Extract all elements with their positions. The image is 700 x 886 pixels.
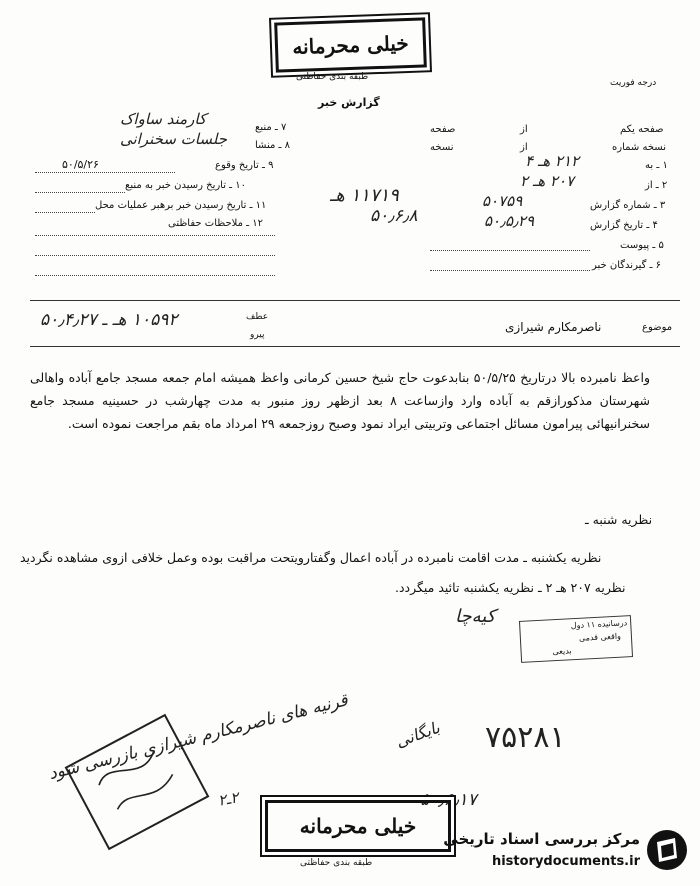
atf-label: عطف (246, 312, 269, 322)
field-recipients-label: ۶ ـ گیرندگان خبر (592, 260, 662, 271)
dotted-line (430, 270, 590, 271)
field-occurrence-date-value: ۵۰/۵/۲۶ (62, 158, 99, 171)
field-copy-label: نسخه شماره (612, 142, 666, 153)
archive-logo-icon (645, 828, 689, 872)
field-report-number-label: ۳ ـ شماره گزارش (590, 200, 666, 211)
divider (30, 300, 680, 301)
watermark-title: مرکز بررسی اسناد تاریخی (443, 830, 640, 848)
field-attachment-label: ۵ ـ پیوست (620, 240, 664, 251)
field-security-notes-label: ۱۲ ـ ملاحظات حفاظتی (168, 218, 263, 229)
nazar-sunday: نظریه یکشنبه ـ مدت اقامت نامبرده در آباده اعمال وگفتارویتحت مراقبت بوده وعمل خلافی ازوی مشاهده نگردید (20, 550, 602, 565)
margin-note: قرنیه های ناصرمکارم شیرازی بازرسی شود (46, 690, 350, 785)
nazar-saturday: نظریه شنبه ـ (585, 512, 653, 527)
bottom-date: ۵۰٫۶٫۱۷ (420, 790, 477, 810)
watermark (443, 818, 695, 880)
field-copy-mid: از (520, 142, 528, 153)
field-report-date-value: ۵۰٫۵٫۲۹ (484, 212, 535, 230)
field-from-value: ۲۰۷ هـ ۲ (520, 172, 575, 190)
field-to-label: ۱ ـ به (645, 160, 668, 171)
handwritten-date: ۵۰٫۶٫۸ (370, 206, 418, 226)
classification-stamp-bottom: خیلی محرمانه (265, 800, 451, 852)
field-from-label: ۲ ـ از (645, 180, 668, 191)
urgency-label: درجه فوریت (610, 78, 657, 88)
field-to-value: ۲۱۲ هـ ۴ (525, 152, 580, 170)
nazar-207: نظریه ۲۰۷ هـ ۲ ـ نظریه یکشنبه تائید میگردد. (395, 580, 626, 595)
field-page-end: صفحه (430, 124, 456, 135)
body-paragraph: واعظ نامبرده بالا درتاریخ ۵۰/۵/۲۵ بنابدعوت حاج شیخ حسین کرمانی واعظ همیشه امام جمعه مسجد جامع آباده واهالی شهرستان مذکورازقم به آباده وارد وازساعت ۸ بعد ازظهر روز منبور به مدت چهارشب در حسینیه مسجد جامع سخنرانیهائی پیرامون مسائل اجتماعی وتربیتی ایراد نمود وصبح روزجمعه ۲۹ امرداد ماه بقم مراجعت نموده است. (30, 370, 650, 431)
peyro-label: پیرو (250, 330, 265, 340)
subject-value: ناصرمکارم شیرازی (505, 320, 602, 334)
field-occurrence-date-label: ۹ ـ تاریخ وقوع (215, 160, 274, 171)
report-title: گزارش خبر (318, 96, 380, 109)
dotted-line (35, 212, 95, 213)
classification-caption-top: طبقه بندی حفاظتی (296, 72, 369, 82)
receipt-stamp: درسانیده ۱۱ دول واقعی قدمی بدیعی (519, 615, 633, 663)
handwritten-initials: بایگانی (393, 717, 443, 752)
file-number: ۷۵۲۸۱ (485, 720, 566, 755)
field-source-value: کارمند ساواک (120, 110, 207, 128)
classification-stamp-top: خیلی محرمانه (274, 17, 427, 72)
handwritten-number: ۱۱۷۱۹ هـ (330, 185, 399, 206)
field-report-date-label: ۴ ـ تاریخ گزارش (590, 220, 658, 231)
subject-label: موضوع (642, 322, 673, 333)
dotted-line (430, 250, 590, 251)
watermark-url: historydocuments.ir (491, 854, 640, 869)
field-report-number-value: ۵۰۷۵۹ (482, 192, 523, 210)
field-origin-value: جلسات سخنرانی (120, 130, 227, 148)
handwritten-mark: ۲ـ۲ (216, 788, 240, 810)
classification-caption-bottom: طبقه بندی حفاظتی (300, 858, 373, 868)
field-source-received-label: ۱۰ ـ تاریخ رسیدن خبر به منبع (125, 180, 247, 191)
field-page-mid: از (520, 124, 528, 135)
dotted-line (35, 275, 275, 276)
dotted-line (35, 192, 125, 193)
atf-value: ۱۰۵۹۲ هـ ـ ۵۰٫۴٫۲۷ (40, 310, 178, 330)
dotted-line (35, 235, 275, 236)
dotted-line (35, 255, 275, 256)
field-page-label: صفحه یکم (620, 124, 664, 135)
field-source-label: ۷ ـ منبع (255, 122, 287, 133)
dotted-line (35, 172, 175, 173)
signature: ﮐﯿﻪ‌ﭼﺎ (455, 606, 496, 627)
field-origin-label: ۸ ـ منشا (255, 140, 291, 151)
field-copy-end: نسخه (430, 142, 454, 153)
divider (30, 346, 680, 347)
field-operations-received-label: ۱۱ ـ تاریخ رسیدن خبر برهبر عملیات محل (95, 200, 267, 211)
